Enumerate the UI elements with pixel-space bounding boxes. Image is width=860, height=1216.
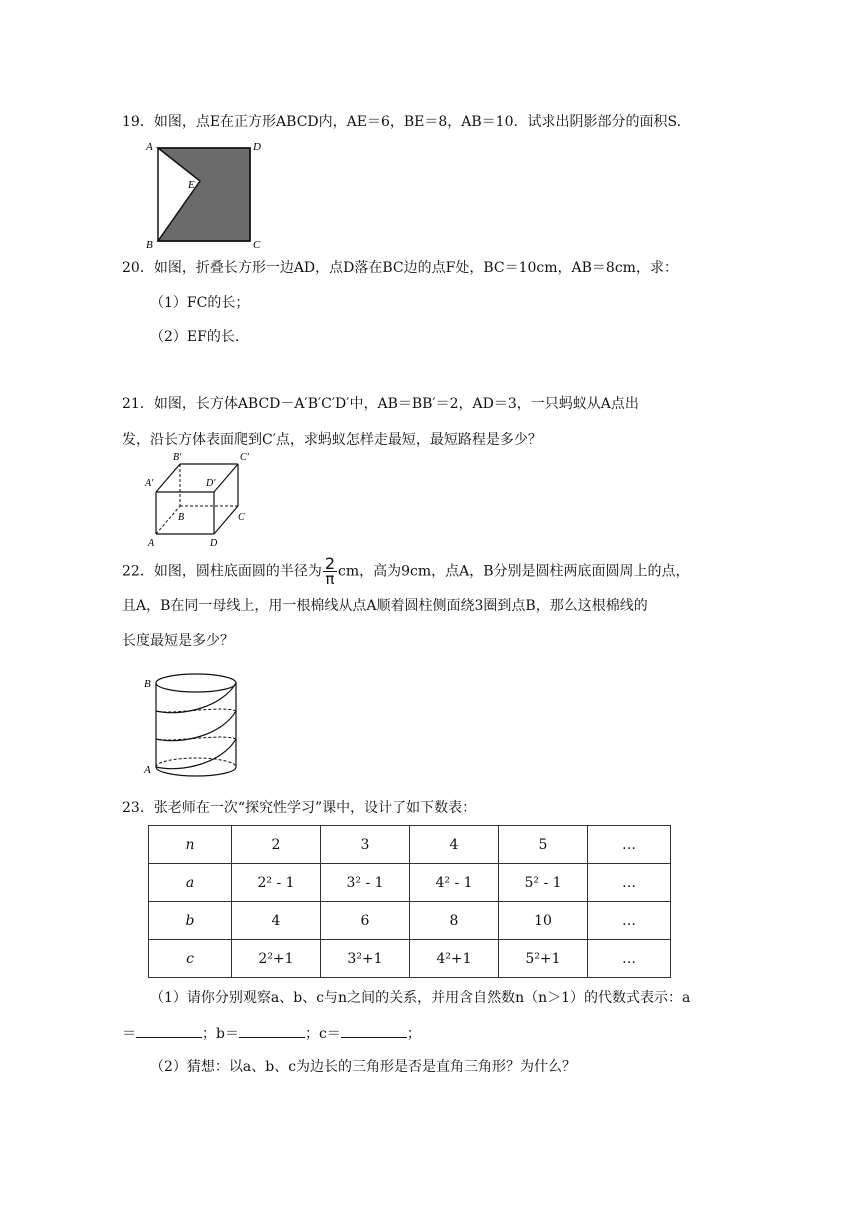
table-cell: 5 <box>499 826 588 864</box>
q22-label-a: A <box>144 764 151 776</box>
q21-line2: 发，沿长方体表面爬到C′点，求蚂蚁怎样走最短，最短路程是多少？ <box>122 432 542 448</box>
answer-blank-c[interactable] <box>341 1023 407 1038</box>
q20-part2: （2）EF的长. <box>150 329 240 345</box>
q19-label-b: B <box>146 239 153 251</box>
q19-label-c: C <box>253 239 261 251</box>
q20-part1: （1）FC的长； <box>150 295 250 311</box>
table-row <box>149 902 671 940</box>
table-cell: 2² - 1 <box>232 864 321 902</box>
q23-table <box>148 825 671 978</box>
table-cell: a <box>149 864 232 902</box>
q22-frac-numerator: 2 <box>324 554 336 573</box>
q21-label-d1: D' <box>206 478 216 489</box>
q23-text: 23．张老师在一次“探究性学习”课中，设计了如下数表： <box>122 800 477 816</box>
table-cell: 3 <box>321 826 410 864</box>
table-cell: 3²+1 <box>321 940 410 978</box>
q23-part1-line1: （1）请你分别观察a、b、c与n之间的关系，并用含自然数n（n＞1）的代数式表示：a <box>150 990 691 1006</box>
q21-label-b1: B' <box>173 452 182 463</box>
q22-line3: 长度最短是多少？ <box>122 633 234 649</box>
table-cell: 6 <box>321 902 410 940</box>
table-cell: … <box>588 940 671 978</box>
table-cell: 4² - 1 <box>410 864 499 902</box>
table-cell: … <box>588 864 671 902</box>
q23-part1-line2 <box>122 1023 421 1044</box>
q21-label-c: C <box>238 512 245 523</box>
table-cell: 4 <box>410 826 499 864</box>
table-cell: 5² - 1 <box>499 864 588 902</box>
q19-label-d: D <box>253 141 261 153</box>
answer-blank-b[interactable] <box>239 1023 305 1038</box>
q22-line1-before: 22．如图，圆柱底面圆的半径为 <box>122 563 322 580</box>
q20-text: 20．如图，折叠长方形一边AD，点D落在BC边的点F处，BC＝10cm，AB＝8cm，求： <box>122 260 678 276</box>
q22-label-b: B <box>144 678 151 690</box>
q19-label-e: E <box>188 179 195 191</box>
q21-label-d: D <box>210 538 218 548</box>
table-cell: … <box>588 826 671 864</box>
q23-part2: （2）猜想：以a、b、c为边长的三角形是否是直角三角形？为什么？ <box>150 1059 577 1075</box>
table-row <box>149 940 671 978</box>
table-cell: 5²+1 <box>499 940 588 978</box>
q23-part1-end: ； <box>406 1026 421 1042</box>
table-cell: n <box>149 826 232 864</box>
table-cell: c <box>149 940 232 978</box>
q21-label-b: B <box>178 512 185 523</box>
table-cell: 4²+1 <box>410 940 499 978</box>
answer-blank-a[interactable] <box>136 1023 202 1038</box>
table-cell: 8 <box>410 902 499 940</box>
q21-label-c1: C' <box>240 452 249 463</box>
q19-figure <box>142 136 268 251</box>
q22-cylinder-figure <box>142 663 242 781</box>
q22-line1 <box>122 556 690 587</box>
q21-label-a: A <box>148 538 155 548</box>
q19-text: 19．如图，点E在正方形ABCD内，AE＝6，BE＝8，AB＝10．试求出阴影部分的面积S. <box>122 114 682 130</box>
q22-line1-after: cm，高为9cm，点A，B分别是圆柱两底面圆周上的点， <box>338 563 690 580</box>
table-cell: 4 <box>232 902 321 940</box>
table-cell: 10 <box>499 902 588 940</box>
table-cell: b <box>149 902 232 940</box>
table-row <box>149 826 671 864</box>
q21-label-a1: A' <box>145 478 154 489</box>
table-cell: 3² - 1 <box>321 864 410 902</box>
q23-part1-a-label: ＝ <box>122 1026 136 1042</box>
table-cell: … <box>588 902 671 940</box>
table-row <box>149 864 671 902</box>
q21-line1: 21．如图，长方体ABCD－A′B′C′D′中，AB＝BB′＝2，AD＝3，一只蚂蚁从A点出 <box>122 396 639 412</box>
q21-cuboid-figure <box>142 450 262 548</box>
q22-radius-fraction <box>323 556 337 587</box>
table-cell: 2²+1 <box>232 940 321 978</box>
q23-part1-b-label: ；b＝ <box>202 1026 239 1042</box>
q23-part1-c-label: ；c＝ <box>304 1026 341 1042</box>
q22-frac-denominator: π <box>325 570 335 588</box>
table-cell: 2 <box>232 826 321 864</box>
q19-label-a: A <box>146 141 153 153</box>
q22-line2: 且A，B在同一母线上，用一根棉线从点A顺着圆柱侧面绕3圈到点B，那么这根棉线的 <box>122 598 648 614</box>
